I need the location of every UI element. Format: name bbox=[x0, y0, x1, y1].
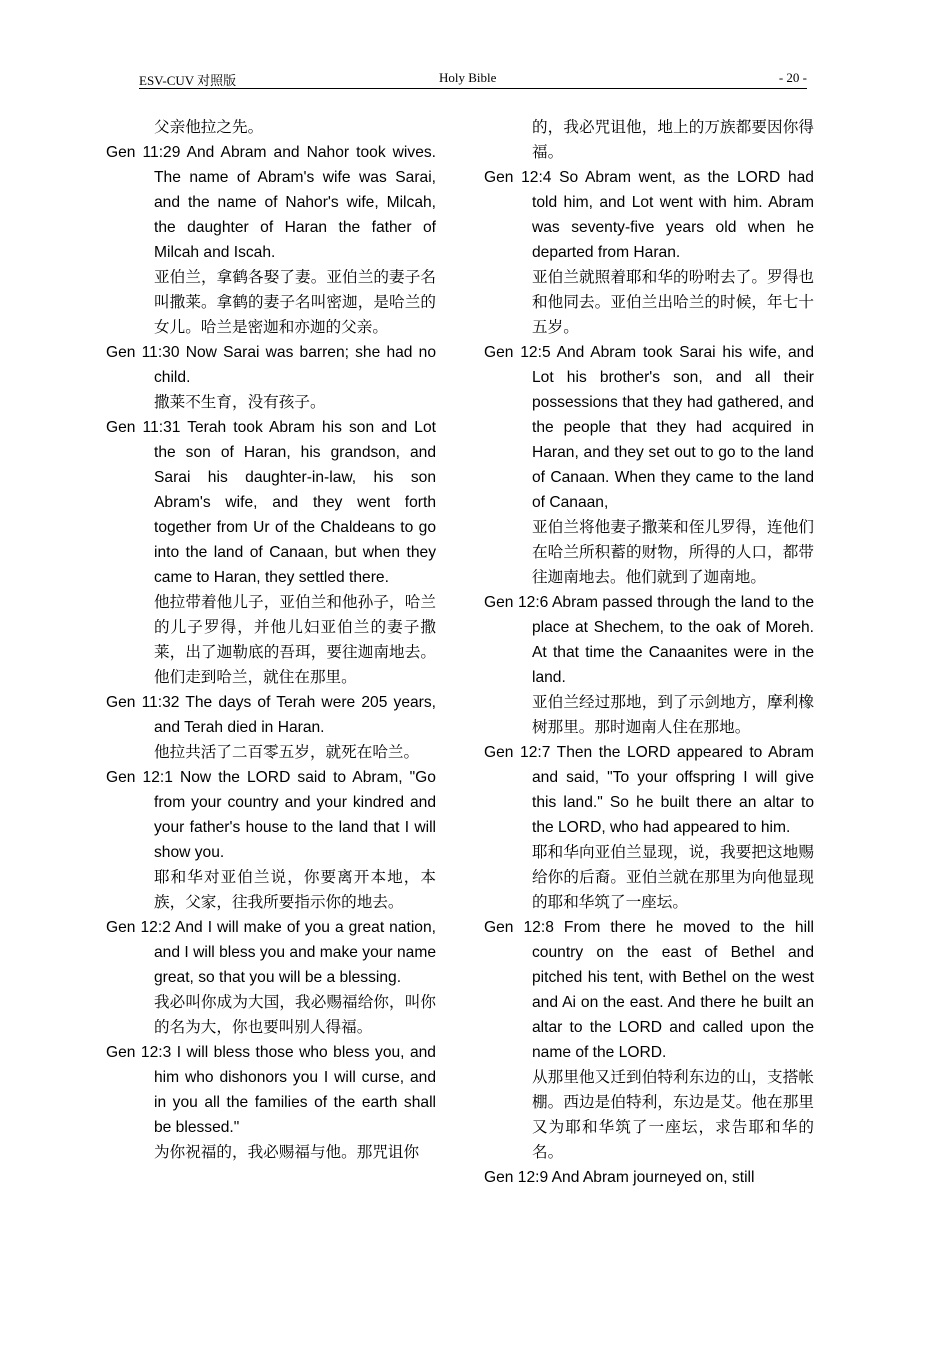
verse-reference: Gen 11:32 bbox=[106, 694, 180, 711]
verse-english bbox=[484, 590, 814, 690]
page-header bbox=[139, 68, 807, 89]
verse-chinese: 亚伯兰，拿鹤各娶了妻。亚伯兰的妻子名叫撒莱。拿鹤的妻子名叫密迦，是哈兰的女儿。哈兰是密迦和亦迦的父亲。 bbox=[154, 268, 436, 336]
verse-block bbox=[106, 415, 436, 690]
verse-chinese: 我必叫你成为大国，我必赐福给你，叫你的名为大，你也要叫别人得福。 bbox=[154, 993, 436, 1036]
verse-english bbox=[484, 165, 814, 265]
verse-block bbox=[106, 115, 436, 140]
verse-block bbox=[484, 115, 814, 165]
header-book-title: Holy Bible bbox=[439, 70, 497, 85]
verse-english-text: And Abram journeyed on, still bbox=[551, 1169, 755, 1186]
verse-english bbox=[106, 415, 436, 590]
verse-english-text: And I will make of you a great nation, and I will bless you and make your name great, so that you will be a blessing. bbox=[154, 919, 436, 986]
verse-block bbox=[106, 915, 436, 1040]
verse-reference: Gen 12:5 bbox=[484, 344, 551, 361]
verse-reference: Gen 12:6 bbox=[484, 594, 549, 611]
verse-reference: Gen 12:7 bbox=[484, 744, 551, 761]
header-edition-title: ESV-CUV 对照版 bbox=[139, 73, 237, 88]
verse-english-text: Now Sarai was barren; she had no child. bbox=[154, 344, 436, 386]
verse-english bbox=[484, 1165, 814, 1190]
verse-reference: Gen 12:9 bbox=[484, 1169, 549, 1186]
verse-reference: Gen 12:1 bbox=[106, 769, 173, 786]
verse-english bbox=[106, 1040, 436, 1140]
verse-reference: Gen 11:30 bbox=[106, 344, 180, 361]
verse-english bbox=[106, 340, 436, 390]
verse-chinese: 为你祝福的，我必赐福与他。那咒诅你 bbox=[154, 1143, 420, 1161]
verse-reference: Gen 11:31 bbox=[106, 419, 181, 436]
left-column bbox=[106, 115, 436, 1165]
verse-chinese: 他拉共活了二百零五岁，就死在哈兰。 bbox=[154, 743, 420, 761]
verse-block bbox=[106, 765, 436, 915]
verse-english-text: From there he moved to the hill country on the east of Bethel and pitched his tent, with Bethel on the west and Ai on the east. And there he built an altar to the LORD and called upon the name of the LORD. bbox=[532, 919, 814, 1061]
verse-block bbox=[484, 340, 814, 590]
verse-reference: Gen 12:3 bbox=[106, 1044, 172, 1061]
verse-chinese: 耶和华向亚伯兰显现，说，我要把这地赐给你的后裔。亚伯兰就在那里为向他显现的耶和华筑了一座坛。 bbox=[532, 843, 814, 911]
verse-block bbox=[106, 140, 436, 340]
verse-chinese: 亚伯兰将他妻子撒莱和侄儿罗得，连他们在哈兰所积蓄的财物，所得的人口，都带往迦南地去。他们就到了迦南地。 bbox=[532, 518, 814, 586]
verse-english-text: I will bless those who bless you, and him who dishonors you I will curse, and in you all the families of the earth shall be blessed." bbox=[154, 1044, 436, 1136]
verse-english-text: Terah took Abram his son and Lot the son of Haran, his grandson, and Sarai his daughter-in-law, his son Abram's wife, and they went forth together from Ur of the Chaldeans to go into the land of Canaan, but when they came to Haran, they settled there. bbox=[154, 419, 436, 586]
verse-english-text: And Abram took Sarai his wife, and Lot his brother's son, and all their possessions that they had gathered, and the people that they had acquired in Haran, and they set out to go to the land of Canaan. When they came to the land of Canaan, bbox=[532, 344, 814, 511]
verse-block bbox=[106, 340, 436, 415]
verse-chinese: 亚伯兰就照着耶和华的吩咐去了。罗得也和他同去。亚伯兰出哈兰的时候，年七十五岁。 bbox=[532, 268, 814, 336]
verse-reference: Gen 12:8 bbox=[484, 919, 554, 936]
verse-reference: Gen 11:29 bbox=[106, 144, 181, 161]
verse-english-text: The days of Terah were 205 years, and Terah died in Haran. bbox=[154, 694, 436, 736]
verse-english bbox=[106, 915, 436, 990]
verse-block bbox=[106, 1040, 436, 1165]
verse-reference: Gen 12:4 bbox=[484, 169, 552, 186]
verse-block bbox=[106, 690, 436, 765]
verse-english-text: Abram passed through the land to the place at Shechem, to the oak of Moreh. At that time the Canaanites were in the land. bbox=[532, 594, 814, 686]
verse-english bbox=[106, 140, 436, 265]
verse-block bbox=[484, 590, 814, 740]
verse-reference: Gen 12:2 bbox=[106, 919, 171, 936]
verse-english-text: Now the LORD said to Abram, "Go from your country and your kindred and your father's house to the land that I will show you. bbox=[154, 769, 436, 861]
verse-english bbox=[106, 690, 436, 740]
verse-english-text: Then the LORD appeared to Abram and said, "To your offspring I will give this land." So he built there an altar to the LORD, who had appeared to him. bbox=[532, 744, 814, 836]
verse-chinese: 父亲他拉之先。 bbox=[154, 118, 264, 136]
verse-block bbox=[484, 165, 814, 340]
verse-chinese: 从那里他又迁到伯特利东边的山，支搭帐棚。西边是伯特利，东边是艾。他在那里又为耶和华筑了一座坛，求告耶和华的名。 bbox=[532, 1068, 814, 1161]
verse-english-text: So Abram went, as the LORD had told him, and Lot went with him. Abram was seventy-five years old when he departed from Haran. bbox=[532, 169, 814, 261]
verse-block bbox=[484, 1165, 814, 1190]
verse-english bbox=[484, 340, 814, 515]
verse-chinese: 撒莱不生育，没有孩子。 bbox=[154, 393, 326, 411]
verse-chinese: 亚伯兰经过那地，到了示剑地方，摩利橡树那里。那时迦南人住在那地。 bbox=[532, 693, 814, 736]
verse-english-text: And Abram and Nahor took wives. The name of Abram's wife was Sarai, and the name of Nahor's wife, Milcah, the daughter of Haran the father of Milcah and Iscah. bbox=[154, 144, 437, 261]
header-page-number: - 20 - bbox=[778, 70, 807, 85]
verse-block bbox=[484, 740, 814, 915]
right-column bbox=[484, 115, 814, 1190]
verse-english bbox=[106, 765, 436, 865]
verse-chinese: 他拉带着他儿子，亚伯兰和他孙子，哈兰的儿子罗得，并他儿妇亚伯兰的妻子撒莱，出了迦勒底的吾珥，要往迦南地去。他们走到哈兰，就住在那里。 bbox=[154, 593, 436, 686]
verse-chinese: 耶和华对亚伯兰说，你要离开本地，本族，父家，往我所要指示你的地去。 bbox=[154, 868, 436, 911]
verse-chinese: 的，我必咒诅他，地上的万族都要因你得福。 bbox=[532, 118, 814, 161]
verse-block bbox=[484, 915, 814, 1165]
verse-english bbox=[484, 915, 814, 1065]
verse-english bbox=[484, 740, 814, 840]
